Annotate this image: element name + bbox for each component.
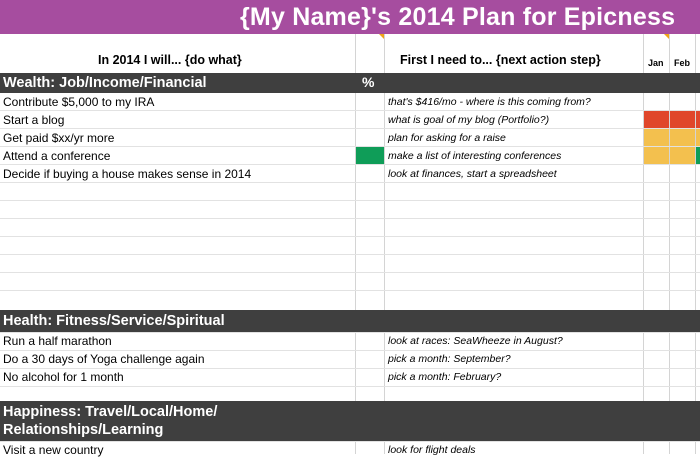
action-step-cell[interactable]: look at finances, start a spreadsheet bbox=[388, 168, 557, 180]
month-cell-red[interactable] bbox=[644, 111, 669, 128]
goal-column-header: In 2014 I will... {do what} bbox=[98, 53, 242, 67]
action-step-cell[interactable]: pick a month: September? bbox=[388, 353, 511, 365]
goal-cell[interactable]: No alcohol for 1 month bbox=[3, 370, 124, 384]
action-step-cell[interactable]: make a list of interesting conferences bbox=[388, 150, 562, 162]
section-header-health bbox=[0, 310, 700, 332]
section-title-happiness-line1: Happiness: Travel/Local/Home/ bbox=[3, 404, 218, 420]
percent-column-label: % bbox=[362, 74, 375, 90]
action-step-cell[interactable]: that's $416/mo - where is this coming from? bbox=[388, 96, 591, 108]
section-header-happiness bbox=[0, 401, 700, 441]
month-cell-yellow[interactable] bbox=[696, 129, 700, 146]
goal-cell[interactable]: Run a half marathon bbox=[3, 334, 112, 348]
goal-cell[interactable]: Start a blog bbox=[3, 113, 65, 127]
section-title-happiness-line2: Relationships/Learning bbox=[3, 422, 164, 438]
comment-indicator-icon[interactable] bbox=[664, 34, 669, 39]
goal-cell[interactable]: Decide if buying a house makes sense in 2014 bbox=[3, 167, 252, 181]
action-step-cell[interactable]: what is goal of my blog (Portfolio?) bbox=[388, 114, 550, 126]
goal-cell[interactable]: Get paid $xx/yr more bbox=[3, 131, 115, 145]
action-step-cell[interactable]: plan for asking for a raise bbox=[388, 132, 506, 144]
step-column-header: First I need to... {next action step} bbox=[400, 53, 601, 67]
month-cell-yellow[interactable] bbox=[644, 147, 669, 164]
section-header-wealth bbox=[0, 73, 700, 93]
action-step-cell[interactable]: pick a month: February? bbox=[388, 371, 502, 383]
goal-cell[interactable]: Attend a conference bbox=[3, 149, 111, 163]
goal-cell[interactable]: Do a 30 days of Yoga challenge again bbox=[3, 352, 205, 366]
sheet-title: {My Name}'s 2014 Plan for Epicness bbox=[240, 3, 676, 31]
month-cell-green[interactable] bbox=[696, 147, 700, 164]
comment-indicator-icon[interactable] bbox=[379, 34, 384, 39]
goal-cell[interactable]: Visit a new country bbox=[3, 443, 104, 457]
action-step-cell[interactable]: look at races: SeaWheeze in August? bbox=[388, 335, 563, 347]
month-header-feb: Feb bbox=[674, 58, 691, 68]
sheet-title-bar bbox=[0, 0, 700, 34]
month-cell-yellow[interactable] bbox=[670, 147, 695, 164]
month-cell-red[interactable] bbox=[696, 111, 700, 128]
month-header-jan: Jan bbox=[648, 58, 664, 68]
action-step-cell[interactable]: look for flight deals bbox=[388, 444, 476, 456]
percent-cell-green[interactable] bbox=[356, 147, 384, 164]
month-cell-yellow[interactable] bbox=[644, 129, 669, 146]
month-cell-red[interactable] bbox=[670, 111, 695, 128]
section-title-wealth: Wealth: Job/Income/Financial bbox=[3, 75, 207, 91]
month-cell-yellow[interactable] bbox=[670, 129, 695, 146]
goal-cell[interactable]: Contribute $5,000 to my IRA bbox=[3, 95, 155, 109]
section-title-health: Health: Fitness/Service/Spiritual bbox=[3, 313, 225, 329]
